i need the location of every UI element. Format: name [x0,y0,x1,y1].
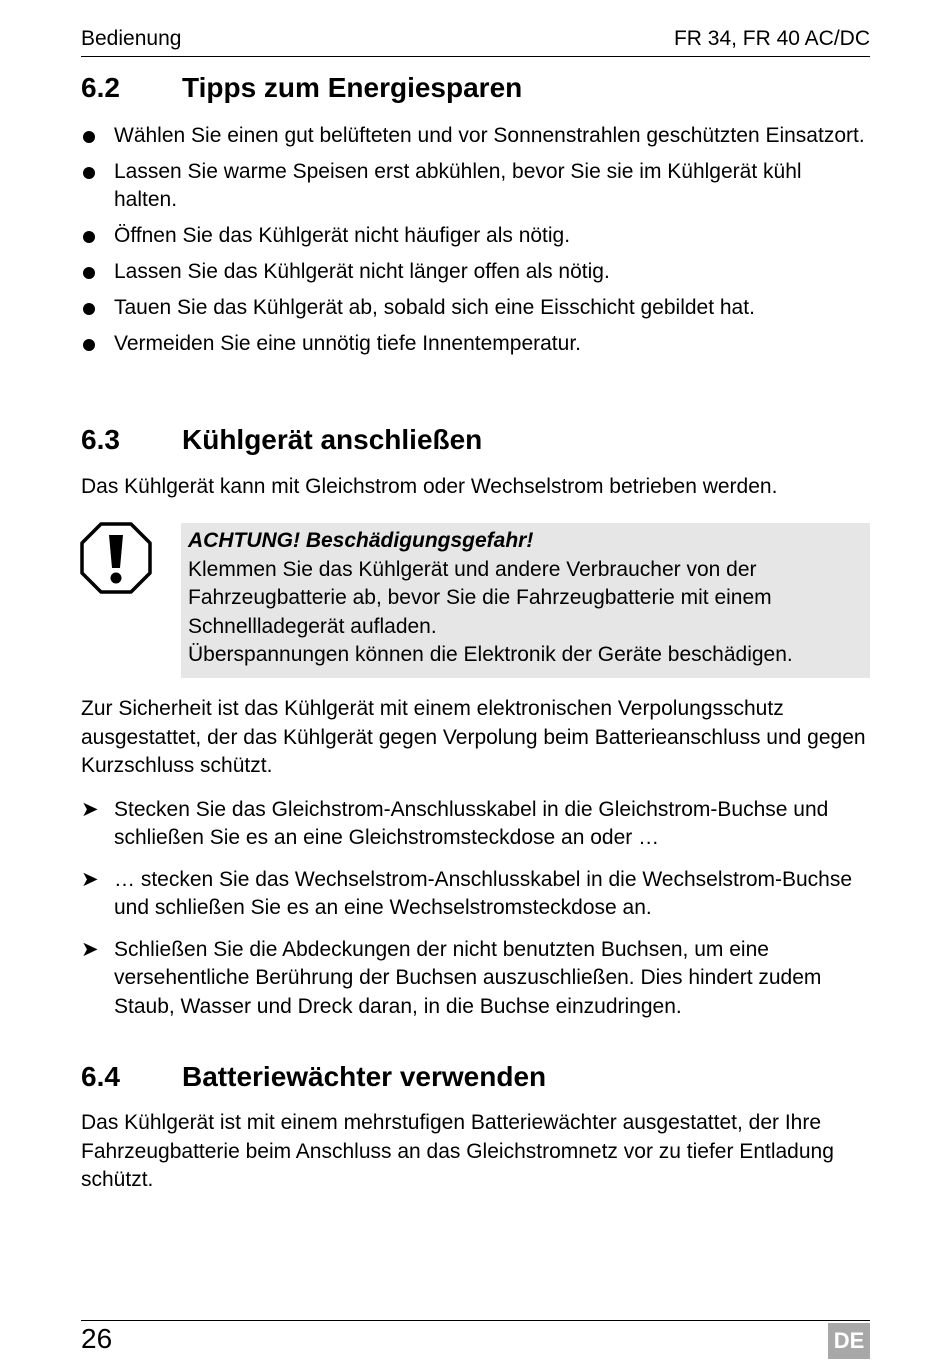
list-item-text: Schließen Sie die Abdeckungen der nicht benutzten Buchsen, um eine versehentliche Berührung der Buchsen auszuschließen. Dies hindert zudem Staub, Wasser und Dreck daran, in die Buchse einzudringen. [114,937,822,1018]
list-item [81,796,870,853]
bullet-icon [83,167,95,179]
warning-line: Überspannungen können die Elektronik der Geräte beschädigen. [188,643,793,666]
warning-title: ACHTUNG! Beschädigungsgefahr! [188,529,534,552]
section-6-3 [81,424,870,502]
list-item-text: Vermeiden Sie eine unnötig tiefe Innentemperatur. [114,332,581,355]
list-item [81,122,870,150]
list-item [81,866,870,923]
warning-line: Klemmen Sie das Kühlgerät und andere Verbraucher von der [188,557,757,581]
warning-octagon-icon [80,522,152,594]
section-title: Batteriewächter verwenden [182,1061,547,1092]
bullet-icon [83,267,95,279]
bullet-icon [83,131,95,143]
list-item [81,936,870,1022]
bullet-icon [83,339,95,351]
safety-paragraph: Zur Sicherheit ist das Kühlgerät mit einem elektronischen Verpolungsschutz ausgestattet, der das Kühlgerät gegen Verpolung beim Batterieanschluss und gegen Kurzschluss schützt. [81,697,866,777]
list-item [81,294,870,322]
intro-paragraph: Das Kühlgerät kann mit Gleichstrom oder Wechselstrom betrieben werden. [81,475,778,498]
list-item [81,258,870,286]
list-item [81,158,870,214]
footer-divider [81,1320,870,1321]
section-6-4 [81,1061,870,1195]
energy-tips-list [81,122,870,358]
warning-line: Schnellladegerät aufladen. [188,614,437,638]
bullet-icon [83,303,95,315]
list-item-text: Öffnen Sie das Kühlgerät nicht häufiger als nötig. [114,224,571,247]
list-item-text: Lassen Sie warme Speisen erst abkühlen, bevor Sie sie im Kühlgerät kühl halten. [114,160,802,211]
section-heading [81,424,870,460]
section-heading [81,72,870,108]
battery-monitor-paragraph: Das Kühlgerät ist mit einem mehrstufigen Batteriewächter ausgestattet, der Ihre Fahrzeugbatterie beim Anschluss an das Gleichstromnetz vor zu tiefer Entladung schützt. [81,1111,834,1191]
section-title: Tipps zum Energiesparen [182,72,523,103]
section-number: 6.2 [81,72,120,103]
list-item [81,222,870,250]
section-number: 6.3 [81,424,120,455]
list-item-text: Lassen Sie das Kühlgerät nicht länger offen als nötig. [114,260,610,283]
language-badge: DE [828,1323,870,1359]
section-title: Kühlgerät anschließen [182,424,483,455]
section-heading [81,1061,870,1097]
list-item-text: … stecken Sie das Wechselstrom-Anschlusskabel in die Wechselstrom-Buchse und schließen Sie es an eine Wechselstromsteckdose an. [114,867,853,919]
step-arrow-icon: ➤ [81,937,99,961]
list-item [81,330,870,358]
header-model-label: FR 34, FR 40 AC/DC [673,27,870,50]
list-item-text: Stecken Sie das Gleichstrom-Anschlusskabel in die Gleichstrom-Buchse und schließen Sie es an eine Gleichstromsteckdose an oder … [114,797,829,849]
page-number: 26 [81,1323,113,1354]
page-header [81,26,870,57]
section-6-2 [81,72,870,366]
list-item-text: Tauen Sie das Kühlgerät ab, sobald sich eine Eisschicht gebildet hat. [114,296,755,319]
bullet-icon [83,231,95,243]
connection-steps-list [81,796,870,1022]
warning-box [181,523,870,678]
step-arrow-icon: ➤ [81,797,99,821]
warning-line: Fahrzeugbatterie ab, bevor Sie die Fahrzeugbatterie mit einem [188,586,772,609]
step-arrow-icon: ➤ [81,867,99,891]
section-number: 6.4 [81,1061,120,1092]
header-section-label: Bedienung [81,27,182,50]
section-6-3-body [81,695,870,1034]
list-item-text: Wählen Sie einen gut belüfteten und vor Sonnenstrahlen geschützten Einsatzort. [114,124,865,147]
